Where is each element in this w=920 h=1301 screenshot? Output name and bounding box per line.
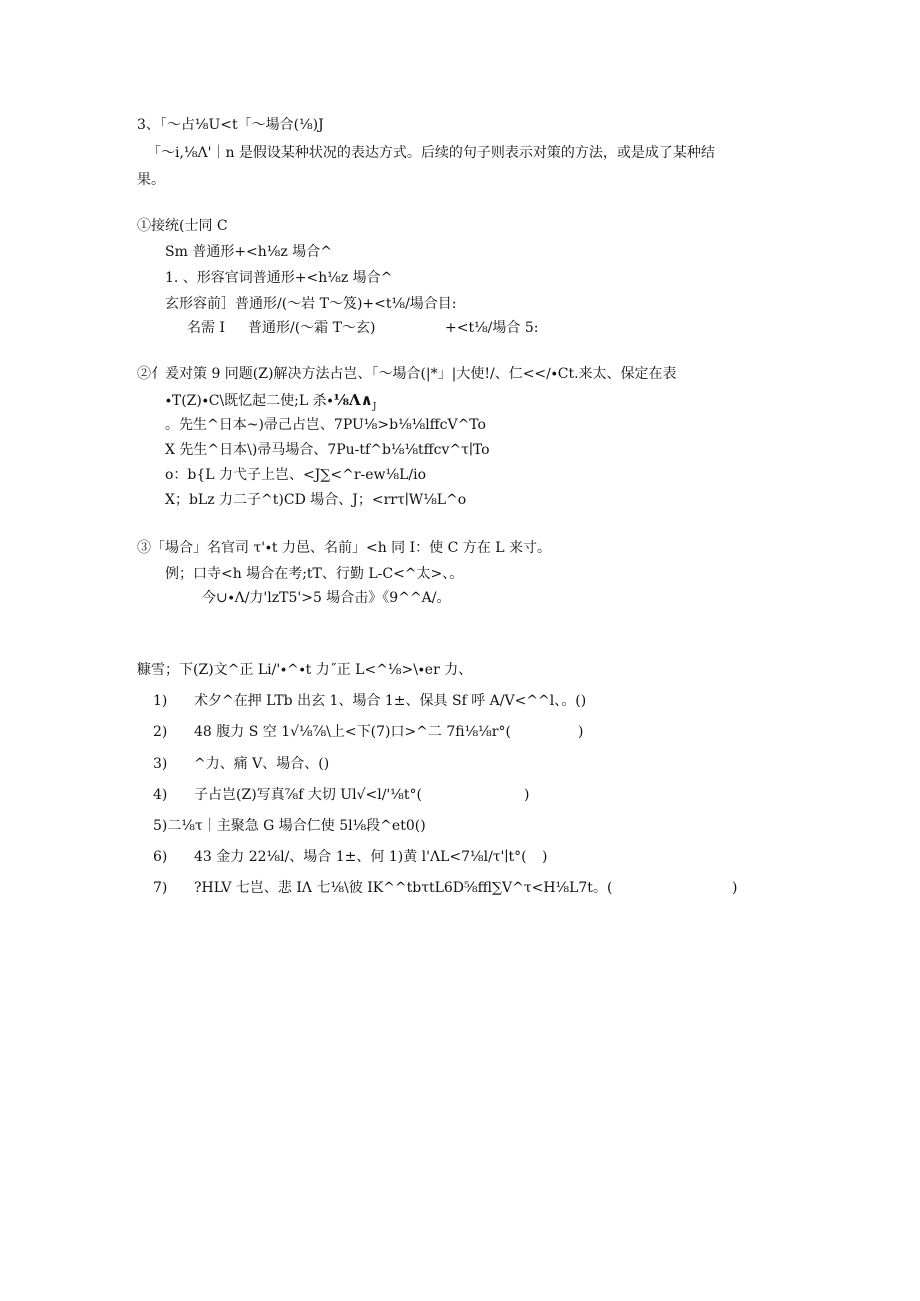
exercise-item-1-text: 术夕^在押 LTb 出玄 1、場合 1±、保具 Sf 呼 A∕V<^^l、。() — [194, 693, 587, 709]
point-1-title: ①接统(士同 C — [137, 218, 228, 234]
point-2-row-1-text: ∙T(Z)∙C\既忆起二使;L 杀∙ — [165, 393, 334, 409]
exercise-item-4-close: ) — [524, 787, 530, 803]
point-1-row-4-label: 名需 I — [187, 320, 225, 336]
point-2-row-5: X；bLz 力二子^t)CD 場合、J；<rrτ∣W⅛L^o — [165, 492, 467, 508]
intro-line-1: 「～i,⅛Λ'｜n 是假设某种状况的表达方式。后续的句子则表示对策的方法，或是成了某种结 — [147, 145, 715, 161]
point-1-row-2: 1. 、形容官词普通形+<h⅛z 場合^ — [165, 270, 393, 286]
point-2-row-3: X 先生^日本\)帚马場合、7Pu-tf^b⅛⅛tffcv^τ∣To — [165, 442, 490, 458]
point-1-row-4-suffix: +<t⅛/場合 5: — [445, 320, 539, 336]
exercise-item-2-close: ) — [578, 724, 584, 740]
intro-line-2: 果。 — [137, 172, 165, 188]
exercise-item-1-num: 1) — [153, 693, 168, 709]
exercise-item-2-text: 48 腹力 S 空 1√⅛⅞\上<下(7)口>^二 7fi⅛⅛r°( — [194, 724, 511, 740]
exercise-title: 糠雪；下(Z)文^正 Li/'∙^∙t 力˝正 L<^⅛>\∙er 力、 — [137, 662, 473, 678]
point-2-row-1 — [165, 390, 376, 417]
exercise-item-7-close: ) — [732, 880, 738, 896]
exercise-item-7-text: ?HLV 七岂、悲 IΛ 七⅛\彼 IK^^tbτtL6D⅝ffl∑V^τ<H⅛L7t。( — [194, 880, 613, 896]
exercise-item-5-num: 5) — [153, 818, 168, 834]
point-2-row-2: 。先生^日本~)帚己占岂、7PU⅛>b⅛⅛lffcV^To — [165, 417, 486, 433]
point-1-row-4-form: 普通形/(～霜 T～玄) — [248, 320, 376, 336]
exercise-item-6-close: ) — [542, 849, 548, 865]
exercise-item-5 — [153, 816, 426, 836]
point-1-row-1: Sm 普通形+<h⅛z 場合^ — [165, 244, 332, 260]
point-2-title: ②亻爰对策 9 冋题(Z)解决方法占岂、「～場合(|*」|大使!/、仁<<∕∙Ct.来太、保定在表 — [137, 366, 677, 382]
section-heading: 3、「～占⅛U<t「～場合(⅛)J — [137, 117, 324, 133]
exercise-item-6-num: 6) — [153, 849, 168, 865]
exercise-item-6-text: 43 金力 22⅛l∕、場合 1±、何 1)黄 l'ΛL<7⅛l∕τ'∣t°( — [194, 849, 527, 865]
exercise-item-4-num: 4) — [153, 787, 168, 803]
exercise-item-5-text: 二⅛τ｜主聚急 G 場合仁使 5l⅛段^et0() — [167, 818, 426, 834]
exercise-item-3-text: ^力、痛 V、場合、() — [194, 756, 330, 772]
point-1-row-3: 玄形容前］普通形/(～岩 T～笈)+<t⅛/場合目: — [165, 296, 457, 312]
exercise-item-3-num: 3) — [153, 756, 168, 772]
exercise-item-2-num: 2) — [153, 724, 168, 740]
point-3-row-1: 例；口寺<h 場合在考;tT、行勤 L-C<^太>、。 — [165, 566, 464, 582]
point-2-row-1-sub: J — [372, 401, 377, 412]
point-3-row-2: 今∪∙Λ∕力'lzT5'>5 場合击》《9^^A/。 — [202, 590, 451, 606]
exercise-item-7-num: 7) — [153, 880, 168, 896]
point-3-title: ③「場合」名官司 τ'∙t 力邑、名前」<h 同 I：使 C 方在 L 来寸。 — [137, 540, 551, 556]
point-2-row-4: o：b{L 力弋子上岂、<J∑<^r-ew⅛L∕io — [165, 467, 427, 483]
point-2-row-1-bold: ⅛Λ∧ — [333, 391, 373, 409]
exercise-item-4-text: 子占岂(Z)写真⅞f 大切 Ul√<l∕'⅛t°( — [194, 787, 422, 803]
